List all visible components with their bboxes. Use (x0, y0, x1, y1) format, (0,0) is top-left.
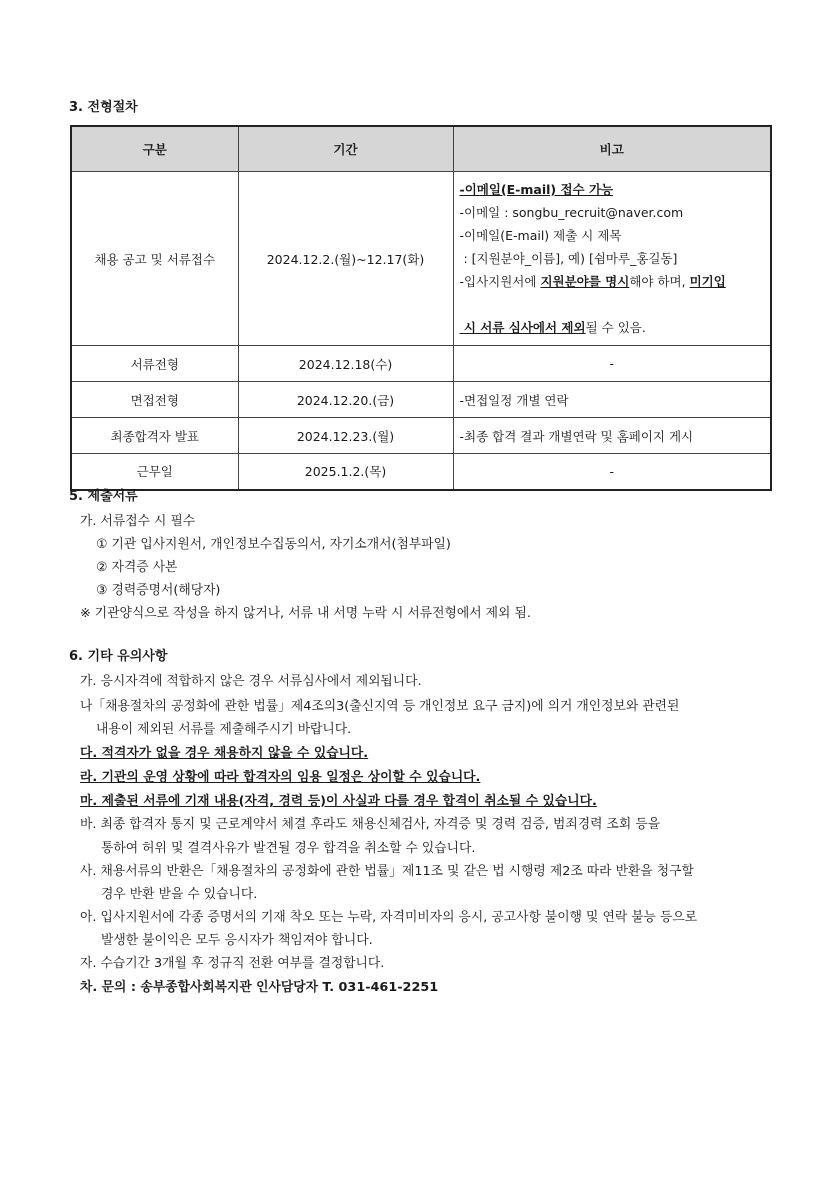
contact-info: 차. 문의 : 송부종합사회복지관 인사담당자 T. 031-461-2251 (80, 980, 439, 995)
note-line: -이메일(E-mail) 접수 가능 (459, 182, 614, 197)
notice-item-cont: 발생한 불이익은 모두 응시자가 책임져야 합니다. (101, 933, 373, 948)
row-note (453, 172, 771, 346)
section-title-procedure: 3. 전형절차 (69, 100, 138, 115)
notice-item: 가. 응시자격에 적합하지 않은 경우 서류심사에서 제외됩니다. (80, 674, 422, 689)
header-period: 기간 (238, 126, 453, 172)
notice-item: 마. 제출된 서류에 기재 내용(자격, 경력 등)이 사실과 다를 경우 합격이 취소될 수 있습니다. (80, 794, 597, 809)
row-category: 면접전형 (71, 382, 238, 418)
row-period: 2024.12.20.(금) (238, 382, 453, 418)
table-row (71, 454, 771, 490)
table-row (71, 382, 771, 418)
note-line: 시 서류 심사에서 제외될 수 있음. (459, 320, 646, 335)
section-title-notices: 6. 기타 유의사항 (69, 649, 168, 664)
schedule-table (70, 125, 772, 491)
note-line: -이메일 : songbu_recruit@naver.com (459, 205, 684, 220)
notice-item: 아. 입사지원서에 각종 증명서의 기재 착오 또는 누락, 자격미비자의 응시, 공고사항 불이행 및 연락 불능 등으로 (80, 910, 698, 925)
notice-item-cont: 통하여 허위 및 결격사유가 발견될 경우 합격을 취소할 수 있습니다. (101, 841, 476, 856)
row-note: - (453, 454, 771, 490)
row-note: -면접일정 개별 연락 (453, 382, 771, 418)
documents-remark: ※ 기관양식으로 작성을 하지 않거나, 서류 내 서명 누락 시 서류전형에서 제외 됨. (80, 606, 531, 621)
row-category: 서류전형 (71, 346, 238, 382)
notice-item: 나「채용절차의 공정화에 관한 법률」제4조의3(출신지역 등 개인정보 요구 금지)에 의거 개인정보와 관련된 (80, 699, 680, 714)
row-period: 2025.1.2.(목) (238, 454, 453, 490)
row-period: 2024.12.23.(월) (238, 418, 453, 454)
row-note: - (453, 346, 771, 382)
notice-item: 자. 수습기간 3개월 후 정규직 전환 여부를 결정합니다. (80, 956, 385, 971)
row-category: 근무일 (71, 454, 238, 490)
document-item: ② 자격증 사본 (96, 560, 178, 575)
table-row (71, 172, 771, 346)
note-line: -이메일(E-mail) 제출 시 제목 (459, 228, 622, 243)
table-header-row (71, 126, 771, 172)
document-item: ① 기관 입사지원서, 개인정보수집동의서, 자기소개서(첨부파일) (96, 537, 451, 552)
row-period: 2024.12.18(수) (238, 346, 453, 382)
row-category: 채용 공고 및 서류접수 (71, 172, 238, 346)
note-line: -입사지원서에 지원분야를 명시해야 하며, 미기입 (459, 274, 726, 289)
notice-item: 사. 채용서류의 반환은「채용절차의 공정화에 관한 법률」제11조 및 같은 법 시행령 제2조 따라 반환을 청구할 (80, 864, 694, 879)
header-note: 비고 (453, 126, 771, 172)
table-row (71, 346, 771, 382)
row-note: -최종 합격 결과 개별연락 및 홈페이지 게시 (453, 418, 771, 454)
notice-item: 바. 최종 합격자 통지 및 근로계약서 체결 후라도 채용신체검사, 자격증 및 경력 검증, 범죄경력 조회 등을 (80, 817, 661, 832)
note-line: : [지원분야_이름], 예) [쉼마루_홍길동] (459, 251, 678, 266)
table-row (71, 418, 771, 454)
row-category: 최종합격자 발표 (71, 418, 238, 454)
document-item: ③ 경력증명서(해당자) (96, 583, 221, 598)
section-title-documents: 5. 제출서류 (69, 489, 138, 504)
notice-item: 라. 기관의 운영 상황에 따라 합격자의 임용 일정은 상이할 수 있습니다. (80, 770, 481, 785)
header-category: 구분 (71, 126, 238, 172)
row-period: 2024.12.2.(월)~12.17(화) (238, 172, 453, 346)
notice-item-cont: 내용이 제외된 서류를 제출해주시기 바랍니다. (96, 722, 352, 737)
notice-item-cont: 경우 반환 받을 수 있습니다. (101, 887, 258, 902)
notice-item: 다. 적격자가 없을 경우 채용하지 않을 수 있습니다. (80, 746, 369, 761)
documents-required: 가. 서류접수 시 필수 (80, 514, 196, 529)
